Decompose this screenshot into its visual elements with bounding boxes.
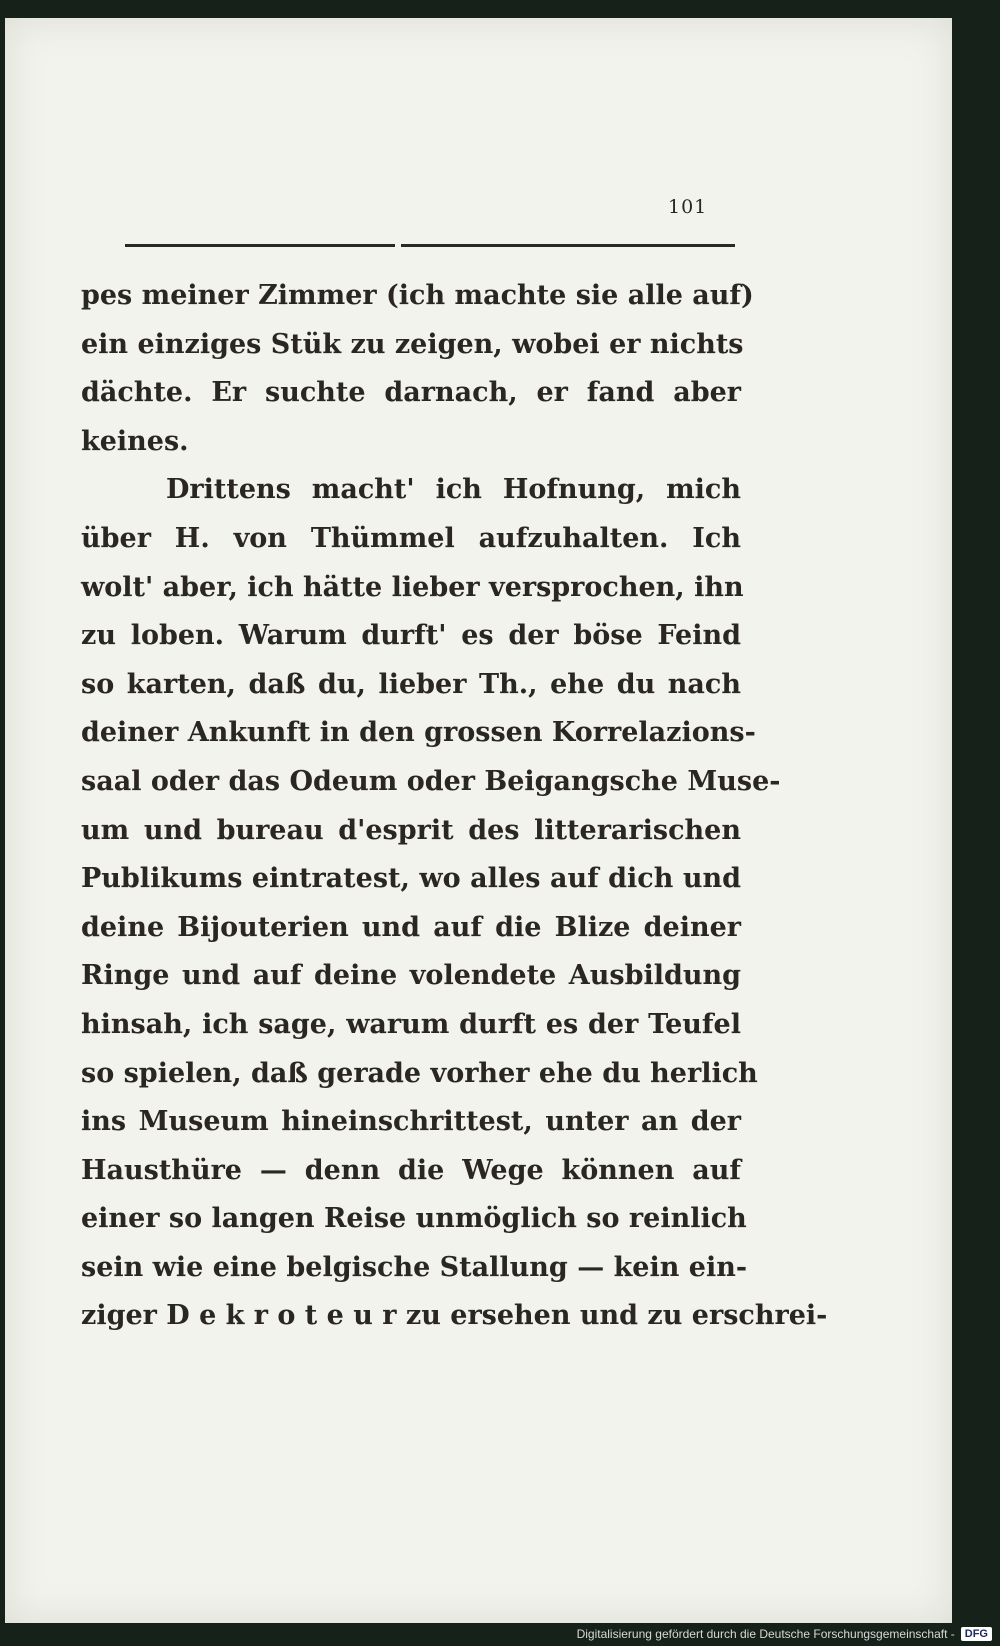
footer bbox=[577, 1624, 992, 1644]
text-line: Drittens macht' ich Hofnung, mich bbox=[166, 474, 741, 506]
text-line: saal oder das Odeum oder Beigangsche Muse- bbox=[81, 765, 781, 797]
header-rule bbox=[125, 244, 735, 247]
text-line: über H. von Thümmel aufzuhalten. Ich bbox=[81, 522, 741, 554]
text-line: so spielen, daß gerade vorher ehe du herlich bbox=[81, 1057, 758, 1089]
text-line: ein einziges Stük zu zeigen, wobei er nichts bbox=[81, 328, 744, 360]
text-line: Hausthüre — denn die Wege können auf bbox=[81, 1154, 741, 1186]
text-line: Ringe und auf deine volendete Ausbildung bbox=[81, 960, 741, 992]
book-page bbox=[5, 18, 952, 1623]
text-line: keines. bbox=[81, 425, 189, 457]
text-line: Publikums eintratest, wo alles auf dich und bbox=[81, 863, 741, 895]
text-line: sein wie eine belgische Stallung — kein ein- bbox=[81, 1251, 748, 1283]
text-line: ins Museum hineinschrittest, unter an der bbox=[81, 1106, 741, 1138]
text-line: ziger D e k r o t e u r zu ersehen und zu erschrei- bbox=[81, 1300, 828, 1332]
text-line: um und bureau d'esprit des litterarischen bbox=[81, 814, 741, 846]
body-text bbox=[81, 272, 828, 1341]
text-line: pes meiner Zimmer (ich machte sie alle auf) bbox=[81, 280, 754, 311]
dfg-logo: DFG bbox=[961, 1627, 992, 1641]
text-line: einer so langen Reise unmöglich so reinlich bbox=[81, 1203, 747, 1235]
text-line: deine Bijouterien und auf die Blize deiner bbox=[81, 911, 741, 943]
footer-credit: Digitalisierung gefördert durch die Deutsche Forschungsgemeinschaft - bbox=[576, 1627, 955, 1641]
page-number: 101 bbox=[668, 196, 708, 218]
rule-gap bbox=[395, 242, 401, 249]
text-line: dächte. Er suchte darnach, er fand aber bbox=[81, 377, 741, 409]
text-line: so karten, daß du, lieber Th., ehe du nach bbox=[81, 668, 741, 700]
text-line: hinsah, ich sage, warum durft es der Teufel bbox=[81, 1008, 741, 1040]
text-line: zu loben. Warum durft' es der böse Feind bbox=[81, 620, 741, 652]
text-line: deiner Ankunft in den grossen Korrelazions- bbox=[81, 717, 756, 749]
text-line: wolt' aber, ich hätte lieber versprochen, ihn bbox=[81, 571, 744, 603]
